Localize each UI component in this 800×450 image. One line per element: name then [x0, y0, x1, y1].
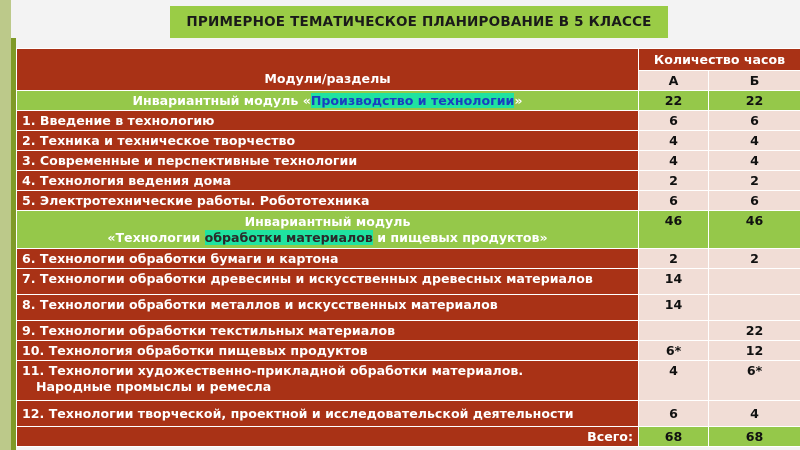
- row-hours-b: 2: [709, 249, 800, 269]
- header-col-a: А: [639, 71, 709, 91]
- row-label: 6. Технологии обработки бумаги и картона: [17, 249, 639, 269]
- row-hours-a: 4: [639, 151, 709, 171]
- header-hours: Количество часов: [639, 49, 800, 71]
- module-2-hours-b: 46: [709, 211, 800, 249]
- module-2-hours-a: 46: [639, 211, 709, 249]
- header-col-b: Б: [709, 71, 800, 91]
- total-hours-b: 68: [709, 427, 800, 447]
- module-2-highlight: обработки материалов: [204, 229, 373, 245]
- row-hours-a: 6: [639, 401, 709, 427]
- row-hours-b: 12: [709, 341, 800, 361]
- row-label: 8. Технологии обработки металлов и искусственных материалов: [17, 295, 639, 321]
- row-label-multiline: 11. Технологии художественно-прикладной обработки материалов. Народные промыслы и ремесла: [17, 361, 639, 401]
- module-1-highlight: Производство и технологии: [310, 92, 515, 108]
- row-hours-a: 4: [639, 361, 709, 401]
- row-hours-b: 4: [709, 401, 800, 427]
- row-label: 9. Технологии обработки текстильных материалов: [17, 321, 639, 341]
- row-hours-a: 6: [639, 111, 709, 131]
- row-hours-b: 2: [709, 171, 800, 191]
- row-hours-a: 2: [639, 171, 709, 191]
- row-hours-a: 14: [639, 269, 709, 295]
- row-hours-b: 4: [709, 131, 800, 151]
- module-1-hours-a: 22: [639, 91, 709, 111]
- row-label: 1. Введение в технологию: [17, 111, 639, 131]
- row-hours-a: 2: [639, 249, 709, 269]
- row-hours-a: 4: [639, 131, 709, 151]
- planning-table: [16, 48, 800, 447]
- row-label: 7. Технологии обработки древесины и искусственных древесных материалов: [17, 269, 639, 295]
- row-label: 10. Технология обработки пищевых продуктов: [17, 341, 639, 361]
- row-label: 4. Технология ведения дома: [17, 171, 639, 191]
- row-hours-a: 14: [639, 295, 709, 321]
- row-hours-b: [709, 295, 800, 321]
- module-2-title: Инвариантный модуль «Технологии обработки материалов и пищевых продуктов»: [17, 211, 639, 249]
- row-hours-b: 6: [709, 191, 800, 211]
- total-label: Всего:: [17, 427, 639, 447]
- left-decor-stripe: [0, 0, 11, 450]
- row-hours-b: 4: [709, 151, 800, 171]
- total-hours-a: 68: [639, 427, 709, 447]
- row-hours-a: 6: [639, 191, 709, 211]
- row-label: 12. Технологии творческой, проектной и исследовательской деятельности: [17, 401, 639, 427]
- module-1-hours-b: 22: [709, 91, 800, 111]
- row-label: 2. Техника и техническое творчество: [17, 131, 639, 151]
- row-hours-a: [639, 321, 709, 341]
- slide-title: ПРИМЕРНОЕ ТЕМАТИЧЕСКОЕ ПЛАНИРОВАНИЕ В 5 КЛАССЕ: [170, 6, 668, 38]
- row-label: 5. Электротехнические работы. Робототехника: [17, 191, 639, 211]
- row-hours-a: 6*: [639, 341, 709, 361]
- header-modules: Модули/разделы: [17, 49, 639, 91]
- row-hours-b: 22: [709, 321, 800, 341]
- row-hours-b: [709, 269, 800, 295]
- row-label: 3. Современные и перспективные технологии: [17, 151, 639, 171]
- row-hours-b: 6*: [709, 361, 800, 401]
- module-1-title: Инвариантный модуль «Производство и технологии»: [17, 91, 639, 111]
- row-hours-b: 6: [709, 111, 800, 131]
